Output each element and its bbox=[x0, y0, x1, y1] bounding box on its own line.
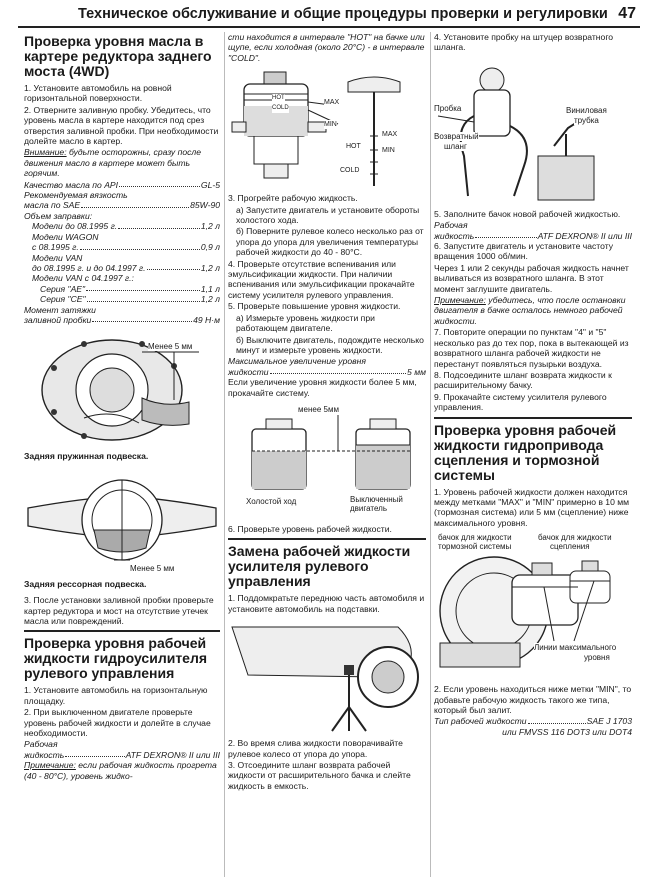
paragraph: а) Измерьте уровень жидкости при работающем двигателе. bbox=[236, 312, 375, 334]
page-header bbox=[18, 4, 640, 28]
section-separator bbox=[228, 538, 426, 540]
figure-label: Выключенный двигатель bbox=[350, 495, 420, 513]
dipstick-mark-cold: COLD bbox=[340, 167, 360, 175]
figure-label-clutch: сцепления bbox=[550, 542, 590, 552]
paragraph: 4. Установите пробку на штуцер возвратного шланга. bbox=[434, 32, 614, 53]
column-divider bbox=[430, 32, 431, 877]
figure-caption: Задняя рессорная подвеска. bbox=[24, 578, 147, 589]
spec-label: Рабочая bbox=[24, 739, 58, 750]
paragraph: б) Поверните рулевое колесо несколько раз от упора до упора для увеличения температуры рабочей жидкости до 40 - 80°C. bbox=[236, 226, 424, 258]
section-title-power-steering: Проверка уровня рабочей жидкости гидроусилителя рулевого управления bbox=[24, 635, 208, 682]
paragraph: 6. Запустите двигатель и установите частоту вращения 1000 об/мин. bbox=[434, 241, 614, 262]
paragraph: 1. Установите автомобиль на ровной горизонтальной поверхности. bbox=[24, 83, 172, 104]
figure-label: менее 5мм bbox=[298, 404, 339, 414]
note: Примечание: убедитесь, что после остановки двигателя в бачке осталось немного рабочей жидкости. bbox=[434, 295, 626, 326]
paragraph: 8. Подсоедините шланг возврата жидкости к расширительному бачку. bbox=[434, 369, 612, 391]
paragraph: 4. Проверьте отсутствие вспенивания или эмульсификации жидкости. При наличии вспенивания или эмульсификации прокачайте систему усилителя рулевого управления. bbox=[228, 258, 415, 300]
warning: Внимание: будьте осторожны, сразу после движения масло в картере может быть горячим. bbox=[24, 147, 202, 179]
figure-label: Холостой ход bbox=[246, 496, 297, 506]
paragraph: 6. Проверьте уровень рабочей жидкости. bbox=[228, 523, 392, 534]
paragraph: а) Запустите двигатель и установите обороты холостого хода. bbox=[236, 204, 420, 226]
figure-label-return: шланг bbox=[444, 141, 467, 151]
figure-label: Менее 5 мм bbox=[148, 342, 193, 352]
figure-label-tube: Виниловая bbox=[566, 105, 607, 115]
figure-jack-stand bbox=[228, 617, 426, 735]
dipstick-mark-hot: HOT bbox=[346, 143, 361, 151]
figure-label-brake: тормозной системы bbox=[438, 542, 512, 552]
paragraph: 3. После установки заливной пробки проверьте картер редуктора и мост на отсутствие утечек масла или повреждений. bbox=[24, 595, 214, 626]
section-title-rear-axle: Проверка уровня масла в картере редуктора заднего моста (4WD) bbox=[24, 33, 212, 79]
spec-label: Модели WAGON bbox=[32, 231, 99, 242]
spec-label: Момент затяжки bbox=[24, 304, 96, 315]
figure-label-max-lines: уровня bbox=[584, 653, 610, 663]
figure-label-clutch: бачок для жидкости bbox=[538, 533, 612, 543]
dipstick-mark-min: MIN bbox=[382, 147, 395, 155]
spec-brake-fluid-alt: или FMVSS 116 DOT3 или DOT4 bbox=[502, 726, 632, 737]
spec-fluid: жидкость ATF DEXRON® II или III bbox=[434, 230, 632, 241]
figure-reservoir-levels bbox=[228, 66, 426, 190]
page-number: 47 bbox=[618, 5, 636, 22]
paragraph: Если увеличение уровня жидкости более 5 мм, прокачайте систему. bbox=[228, 377, 417, 398]
paragraph: 1. Уровень рабочей жидкости должен находится между метками "MAX" и "MIN" примерно в 10 мм (тормозная система) или 5 мм (сцепление) ниже максимального уровня. bbox=[434, 486, 630, 528]
column-3 bbox=[434, 32, 632, 737]
spec-fluid: жидкость ATF DEXRON® II или III bbox=[24, 749, 220, 760]
figure-label-brake: бачок для жидкости bbox=[438, 533, 512, 543]
spec-volume: Модели до 08.1995 г. 1,2 л bbox=[32, 221, 220, 232]
figure-return-hose bbox=[434, 56, 632, 206]
spec-label: Модели VAN с 04.1997 г.: bbox=[32, 273, 134, 284]
paragraph: 2. При выключенном двигателе проверьте уровень рабочей жидкости и долейте в случае необходимости. bbox=[24, 707, 211, 738]
spec-label: Модели VAN bbox=[32, 252, 83, 263]
spec-label: Рекомендуемая вязкость bbox=[24, 190, 128, 201]
figure-caption: Задняя пружинная подвеска. bbox=[24, 451, 149, 462]
figure-label-max-lines: Линии максимального bbox=[534, 643, 617, 653]
dipstick-mark-max: MAX bbox=[382, 131, 398, 139]
spec-max-increase: жидкости 5 мм bbox=[228, 366, 426, 377]
spec-volume: Серия "CE" 1,2 л bbox=[40, 294, 220, 305]
section-separator bbox=[24, 630, 220, 632]
paragraph: б) Выключите двигатель, подождите несколько минут и измерьте уровень жидкости. bbox=[236, 334, 424, 355]
paragraph: 2. Во время слива жидкости поворачивайте рулевое колесо от упора до упора. bbox=[228, 738, 403, 759]
level-mark-min: MIN bbox=[324, 121, 337, 129]
spec-volume: до 08.1995 г. и до 04.1997 г. 1,2 л bbox=[32, 262, 220, 273]
paragraph: 9. Прокачайте систему усилителя рулевого управления. bbox=[434, 391, 607, 413]
figure-coil-suspension bbox=[24, 328, 220, 448]
spec-volume: с 08.1995 г. 0,9 л bbox=[32, 242, 220, 253]
level-mark-hot: HOT bbox=[272, 95, 285, 102]
figure-level-rise bbox=[228, 401, 426, 521]
column-divider bbox=[224, 32, 225, 877]
differential-leaf-drawing bbox=[24, 468, 220, 576]
spec-torque: заливной пробки 49 Н·м bbox=[24, 314, 220, 325]
paragraph: 3. Отсоедините шланг возврата рабочей жидкости от расширительного бачка и слейте жидкость в емкость. bbox=[228, 759, 411, 791]
spec-label: Максимальное увеличение уровня bbox=[228, 356, 366, 367]
paragraph: сти находится в интервале "HOT" на бачке или щупе, если холодная (около 20°C) - в интервале "COLD". bbox=[228, 32, 425, 63]
figure-label-tube: трубка bbox=[574, 115, 599, 125]
section-title-fluid-change: Замена рабочей жидкости усилителя рулевого управления bbox=[228, 543, 411, 590]
paragraph: 5. Заполните бачок новой рабочей жидкостью. bbox=[434, 208, 621, 219]
paragraph: 2. Отверните заливную пробку. Убедитесь, что уровень масла в картере находится под срез отверстия заливной пробки. При необходимости долейте масло в картер. bbox=[24, 104, 219, 147]
spec-volume: Серия "AE" 1,1 л bbox=[40, 283, 220, 294]
column-2 bbox=[228, 32, 426, 792]
figure-brake-reservoir bbox=[434, 531, 632, 681]
paragraph: 1. Поддомкратьте переднюю часть автомобиля и установите автомобиль на подставки. bbox=[228, 593, 425, 614]
paragraph: 3. Прогрейте рабочую жидкость. bbox=[228, 193, 358, 204]
spec-viscosity: масла по SAE 85W-90 bbox=[24, 200, 220, 211]
spec-brake-fluid: Тип рабочей жидкости SAE J 1703 bbox=[434, 716, 632, 727]
paragraph: 1. Установите автомобиль на горизонтальную площадку. bbox=[24, 685, 208, 706]
level-mark-max: MAX bbox=[324, 99, 340, 107]
section-title-brake-clutch: Проверка уровня рабочей жидкости гидропривода сцепления и тормозной системы bbox=[434, 421, 617, 483]
running-title: Техническое обслуживание и общие процедуры проверки и регулировки bbox=[78, 6, 608, 22]
note: Примечание: если рабочая жидкость прогрета (40 - 80°C), уровень жидко- bbox=[24, 760, 217, 781]
section-separator bbox=[434, 417, 632, 419]
paragraph: 5. Проверьте повышение уровня жидкости. bbox=[228, 301, 401, 312]
figure-leaf-suspension bbox=[24, 468, 220, 576]
figure-label-plug: Пробка bbox=[434, 103, 462, 113]
column-1 bbox=[24, 32, 220, 782]
spec-oil-quality: Качество масла по API GL-5 bbox=[24, 179, 220, 190]
spec-label: Объем заправки: bbox=[24, 210, 93, 221]
jack-stand-drawing bbox=[228, 617, 426, 735]
paragraph: Через 1 или 2 секунды рабочая жидкость начнет выливаться из возвратного шланга. В этот момент заглушите двигатель. bbox=[434, 262, 629, 294]
return-hose-drawing bbox=[434, 56, 632, 206]
figure-label: Менее 5 мм bbox=[130, 563, 175, 573]
spec-label: Рабочая bbox=[434, 220, 468, 231]
figure-label-return: Возвратный bbox=[434, 131, 479, 141]
level-mark-cold: COLD bbox=[272, 105, 289, 112]
paragraph: 2. Если уровень находиться ниже метки "MIN", то добавьте рабочую жидкость такого же типа, который был залит. bbox=[434, 684, 632, 715]
paragraph: 7. Повторите операции по пунктам "4" и "5" несколько раз до тех пор, пока в вытекающей из возвратного шланга рабочей жидкости не перестанут появляться пузырьки воздуха. bbox=[434, 327, 629, 369]
